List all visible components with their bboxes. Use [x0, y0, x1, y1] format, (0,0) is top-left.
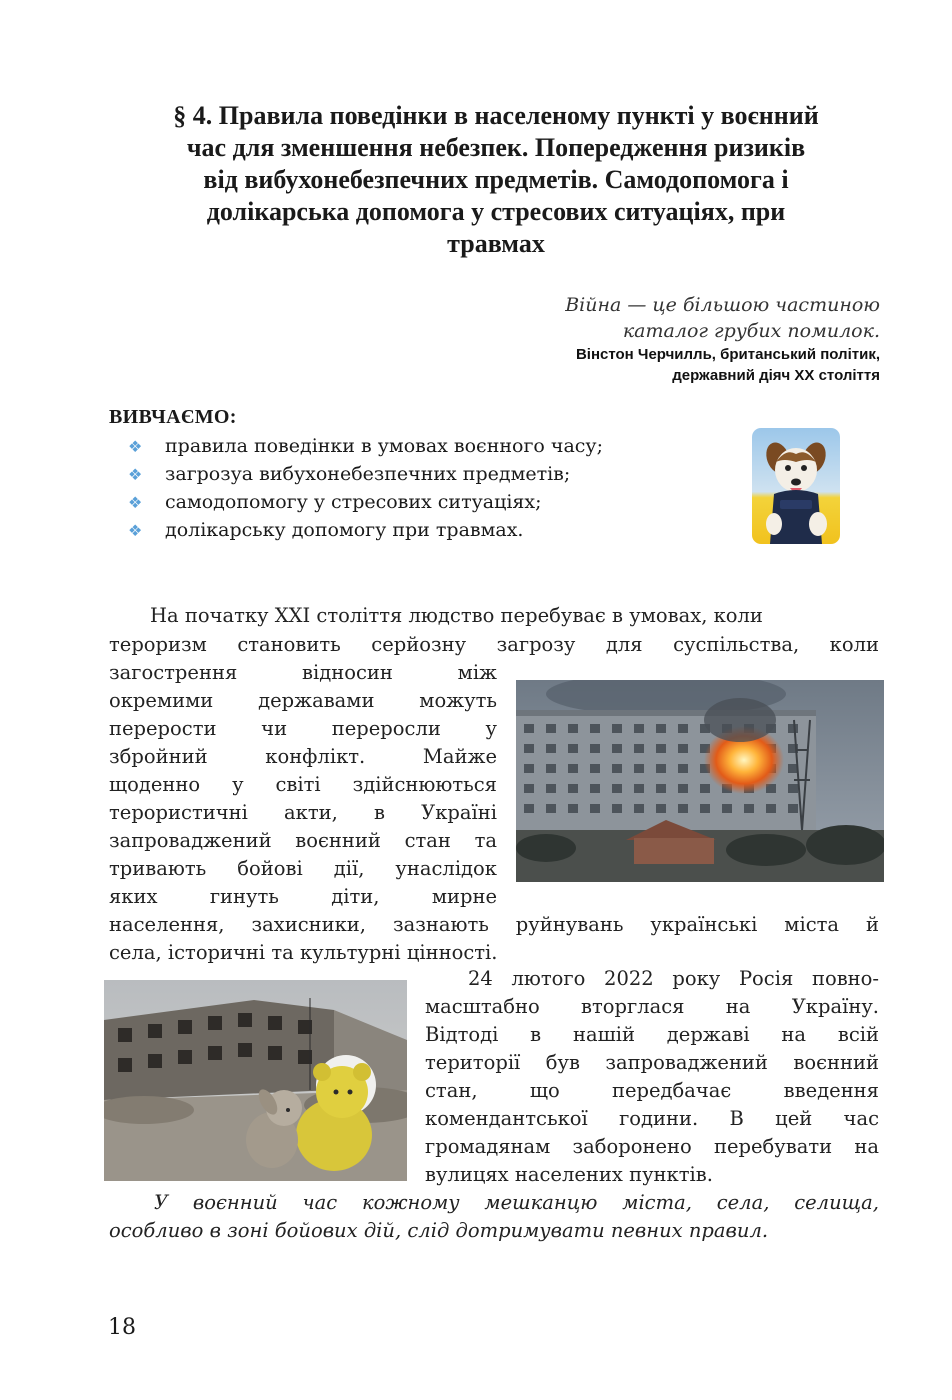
diamond-bullet-icon: ❖: [128, 437, 143, 456]
diamond-bullet-icon: ❖: [128, 493, 143, 512]
page-number: 18: [108, 1315, 136, 1340]
ruined-building-teddy-bear-photo: [104, 980, 407, 1181]
text-line: території був запроваджений воєнний: [425, 1051, 879, 1074]
epigraph: [565, 292, 880, 386]
epigraph-author-line: Вінстон Черчилль, британський політик,: [575, 346, 880, 363]
text-line: 24 лютого 2022 року Росія повно-: [468, 967, 879, 990]
diamond-bullet-icon: ❖: [128, 465, 143, 484]
epigraph-quote-line: каталог грубих помилок.: [622, 320, 880, 342]
text-line: На початку XXI століття людство перебуває в умовах, коли: [150, 604, 763, 627]
text-line: особливо в зоні бойових дій, слід дотримувати певних правил.: [109, 1219, 769, 1242]
title-line: час для зменшення небезпек. Попередження ризиків: [186, 133, 806, 162]
text-line: щоденно у світі здійснюються: [109, 773, 497, 796]
text-line: окремими державами можуть: [109, 689, 497, 712]
epigraph-author-line: державний діяч XX століття: [672, 367, 880, 384]
title-line: § 4. Правила поведінки в населеному пункті у воєнний: [173, 101, 819, 130]
learn-heading: ВИВЧАЄМО:: [109, 406, 237, 428]
learn-item: ❖ долікарську допомогу при травмах.: [128, 516, 523, 545]
text-line: стан, що передбачає введення: [425, 1079, 879, 1102]
text-line: загострення відносин між: [109, 661, 497, 684]
learn-item: ❖ самодопомогу у стресових ситуаціях;: [128, 488, 542, 517]
epigraph-quote-line: Війна — це більшою частиною: [565, 294, 880, 316]
text-line: збройний конфлікт. Майже: [109, 745, 497, 768]
text-line: терористичні акти, в Україні: [109, 801, 497, 824]
title-line: долікарська допомога у стресових ситуаціях, при: [206, 197, 786, 226]
text-line: яких гинуть діти, мирне: [109, 885, 497, 908]
title-line: від вибухонебезпечних предметів. Самодопомога і: [203, 165, 789, 194]
text-line: У воєнний час кожному мешканцю міста, села, селища,: [154, 1191, 879, 1214]
text-line: Відтоді в нашій державі на всій: [425, 1023, 879, 1046]
text-line: громадянам заборонено перебувати на: [425, 1135, 879, 1158]
dog-mascot-image: [752, 428, 840, 544]
text-line: села, історичні та культурні цінності.: [109, 941, 498, 964]
text-line: перерости чи переросли у: [109, 717, 497, 740]
text-line: масштабно вторглася на Україну.: [425, 995, 879, 1018]
diamond-bullet-icon: ❖: [128, 521, 143, 540]
text-line: запроваджений воєнний стан та: [109, 829, 497, 852]
text-line: тривають бойові дії, унаслідок: [109, 857, 497, 880]
text-line: тероризм становить серйозну загрозу для суспільства, коли: [109, 633, 879, 656]
title-line: травмах: [447, 229, 545, 258]
learn-item: ❖ правила поведінки в умовах воєнного часу;: [128, 432, 603, 461]
text-line: комендантської години. В цей час: [425, 1107, 879, 1130]
text-line: вулицях населених пунктів.: [425, 1163, 713, 1186]
section-title: [100, 100, 892, 260]
burning-building-photo: [516, 680, 884, 882]
text-line: населення, захисники, зазнають руйнувань українські міста й: [109, 913, 879, 936]
learn-item: ❖ загрозуа вибухонебезпечних предметів;: [128, 460, 570, 489]
